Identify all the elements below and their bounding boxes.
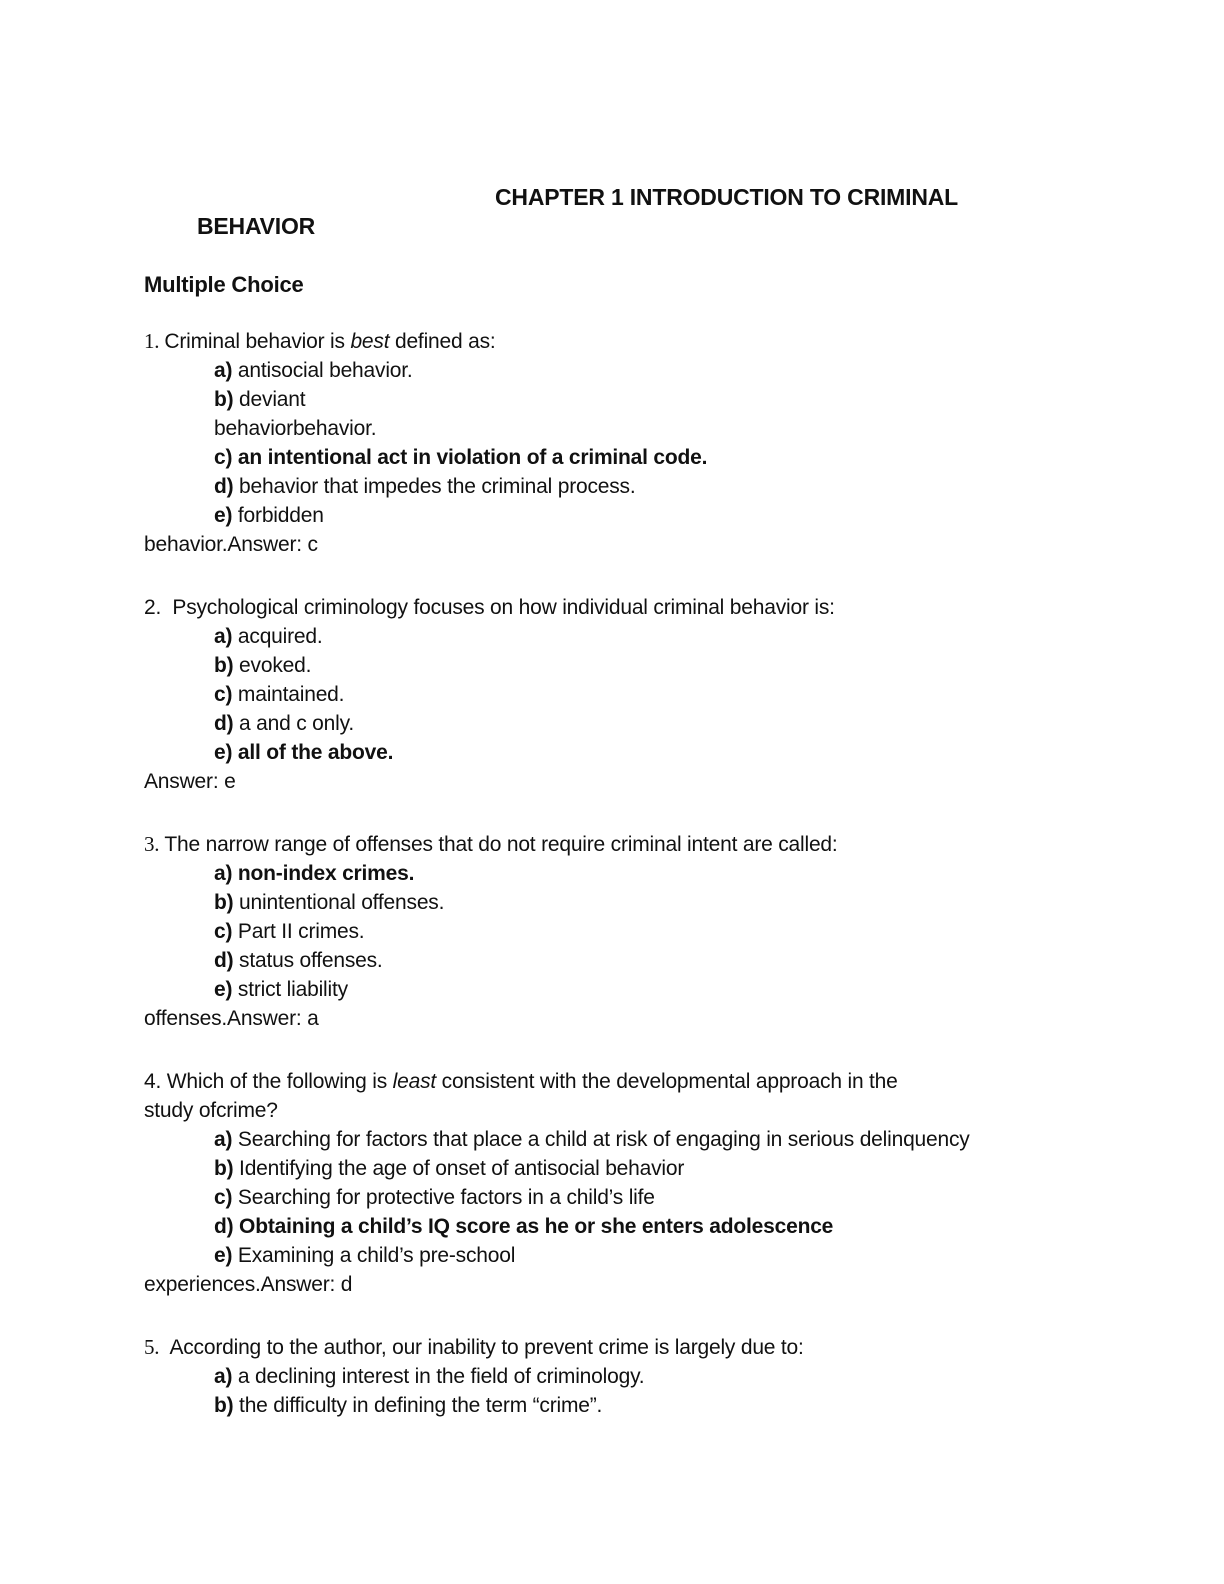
option-line bbox=[144, 738, 1104, 767]
option-line bbox=[144, 414, 1104, 443]
text: 4. Which of the following is bbox=[144, 1070, 393, 1093]
text: strict liability bbox=[232, 978, 348, 1001]
bold-text: b) bbox=[214, 654, 234, 677]
text: unintentional offenses. bbox=[233, 891, 445, 914]
document-title bbox=[144, 183, 1104, 241]
option-line bbox=[144, 975, 1104, 1004]
text: Examining a child’s pre-school bbox=[232, 1244, 516, 1267]
question-block bbox=[144, 1333, 1104, 1420]
text: 3. bbox=[144, 832, 165, 856]
option-line bbox=[144, 1154, 1104, 1183]
text: forbidden bbox=[232, 504, 324, 527]
bold-text: e) bbox=[214, 1244, 233, 1267]
question-text-line bbox=[144, 1270, 1104, 1299]
option-line bbox=[144, 680, 1104, 709]
text: The narrow range of offenses that do not require criminal intent are called: bbox=[164, 833, 838, 856]
bold-text: d) Obtaining a child’s IQ score as he or she enters adolescence bbox=[214, 1215, 834, 1238]
text: behavior that impedes the criminal process. bbox=[233, 475, 636, 498]
text: According to the author, our inability to prevent crime is largely due to: bbox=[169, 1336, 804, 1359]
bold-text: e) bbox=[214, 504, 233, 527]
question-text-line bbox=[144, 1333, 1104, 1362]
question-text-line bbox=[144, 1096, 1104, 1125]
text: behaviorbehavior. bbox=[214, 417, 377, 440]
question-block bbox=[144, 1067, 1104, 1299]
title-line-2: BEHAVIOR bbox=[197, 213, 316, 239]
text: the difficulty in defining the term “crime”. bbox=[233, 1394, 603, 1417]
option-line bbox=[144, 888, 1104, 917]
text: a declining interest in the field of criminology. bbox=[232, 1365, 645, 1388]
bold-text: a) bbox=[214, 625, 233, 648]
option-line bbox=[144, 1212, 1104, 1241]
text: Searching for factors that place a child at risk of engaging in serious delinquency bbox=[232, 1128, 970, 1151]
text: Criminal behavior is bbox=[164, 330, 351, 353]
option-line bbox=[144, 622, 1104, 651]
question-text-line bbox=[144, 593, 1104, 622]
option-line bbox=[144, 1362, 1104, 1391]
text: antisocial behavior. bbox=[232, 359, 413, 382]
text: Identifying the age of onset of antisocial behavior bbox=[233, 1157, 685, 1180]
option-line bbox=[144, 443, 1104, 472]
bold-text: a) non-index crimes. bbox=[214, 862, 415, 885]
text: status offenses. bbox=[233, 949, 383, 972]
bold-text: e) bbox=[214, 978, 233, 1001]
text: behavior.Answer: c bbox=[144, 533, 318, 556]
bold-text: c) bbox=[214, 920, 233, 943]
text: a and c only. bbox=[233, 712, 354, 735]
option-line bbox=[144, 946, 1104, 975]
option-line bbox=[144, 859, 1104, 888]
option-line bbox=[144, 472, 1104, 501]
question-text-line bbox=[144, 830, 1104, 859]
questions bbox=[144, 327, 1104, 1420]
text: deviant bbox=[233, 388, 306, 411]
bold-text: a) bbox=[214, 1128, 233, 1151]
text: Answer: e bbox=[144, 770, 236, 793]
question-text-line bbox=[144, 327, 1104, 356]
bold-text: c) an intentional act in violation of a criminal code. bbox=[214, 446, 708, 469]
text: offenses.Answer: a bbox=[144, 1007, 319, 1030]
bold-text: c) bbox=[214, 1186, 233, 1209]
text: Part II crimes. bbox=[232, 920, 365, 943]
text: Searching for protective factors in a child’s life bbox=[232, 1186, 655, 1209]
bold-text: b) bbox=[214, 1394, 234, 1417]
option-line bbox=[144, 501, 1104, 530]
bold-text: a) bbox=[214, 359, 233, 382]
option-line bbox=[144, 1125, 1104, 1154]
option-line bbox=[144, 1183, 1104, 1212]
bold-text: d) bbox=[214, 712, 234, 735]
question-text-line bbox=[144, 530, 1104, 559]
italic-text: least bbox=[392, 1070, 437, 1093]
question-block bbox=[144, 593, 1104, 796]
option-line bbox=[144, 709, 1104, 738]
option-line bbox=[144, 356, 1104, 385]
text: 5. bbox=[144, 1335, 170, 1359]
option-line bbox=[144, 1391, 1104, 1420]
option-line bbox=[144, 1241, 1104, 1270]
bold-text: a) bbox=[214, 1365, 233, 1388]
title-line-1: CHAPTER 1 INTRODUCTION TO CRIMINAL bbox=[495, 184, 958, 210]
bold-text: b) bbox=[214, 891, 234, 914]
question-text-line bbox=[144, 767, 1104, 796]
option-line bbox=[144, 651, 1104, 680]
text: maintained. bbox=[232, 683, 345, 706]
bold-text: d) bbox=[214, 475, 234, 498]
bold-text: b) bbox=[214, 1157, 234, 1180]
question-text-line bbox=[144, 1004, 1104, 1033]
section-heading: Multiple Choice bbox=[144, 272, 304, 297]
question-block bbox=[144, 327, 1104, 559]
italic-text: best bbox=[350, 330, 390, 353]
option-line bbox=[144, 385, 1104, 414]
question-block bbox=[144, 830, 1104, 1033]
question-text-line bbox=[144, 1067, 1104, 1096]
text: evoked. bbox=[233, 654, 312, 677]
bold-text: b) bbox=[214, 388, 234, 411]
bold-text: d) bbox=[214, 949, 234, 972]
text: acquired. bbox=[232, 625, 323, 648]
text: defined as: bbox=[389, 330, 496, 353]
bold-text: e) all of the above. bbox=[214, 741, 394, 764]
text: 1. bbox=[144, 329, 165, 353]
text: consistent with the developmental approach in the bbox=[436, 1070, 898, 1093]
bold-text: c) bbox=[214, 683, 233, 706]
text: study ofcrime? bbox=[144, 1099, 278, 1122]
text: 2. Psychological criminology focuses on how individual criminal behavior is: bbox=[144, 596, 835, 619]
text: experiences.Answer: d bbox=[144, 1273, 353, 1296]
option-line bbox=[144, 917, 1104, 946]
